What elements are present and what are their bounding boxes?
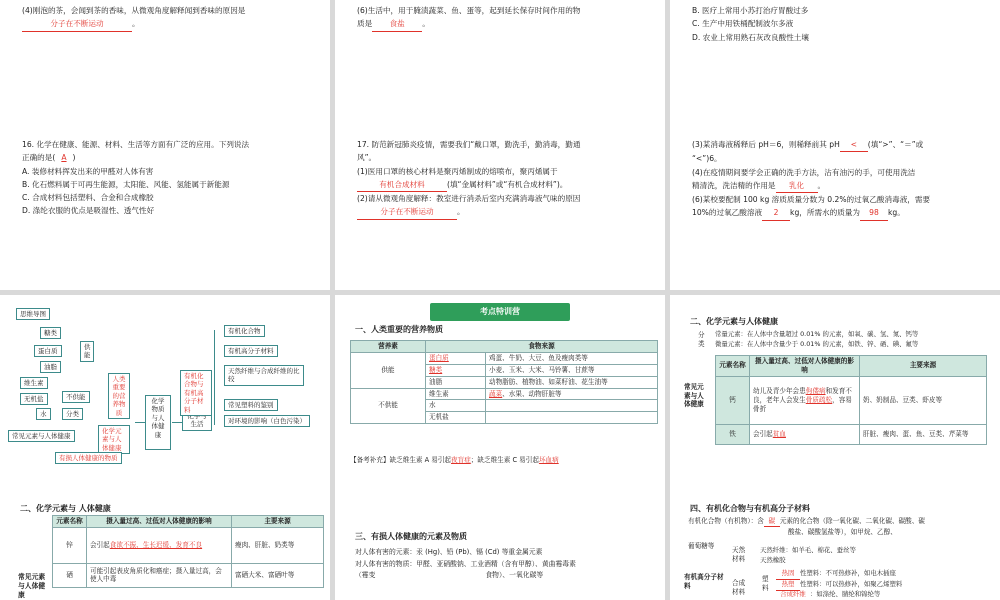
s11-l2: 对人体有害的物质：甲醛、亚硝酸钠、工业酒精（含有甲醇）、黄曲霉毒素 [355,559,576,568]
s9-side: 常见元素与人体健康 [684,383,704,409]
mm-link [135,422,145,423]
s3-option-c: C. 生产中用铁桶配制波尔多液 [692,19,794,29]
cell-supply: 供能 [351,352,426,388]
s5-answer-1: 有机合成材料 [357,178,447,192]
s12-tr1: 天然纤维：如羊毛、棉花、蚕丝等 [760,546,856,554]
element-table-2: 元素名称 摄入量过高、过低对人体健康的影响 主要来源 锌 会引起食欲不振、生长迟缓、发育不良 瘦肉、肝脏、奶类等 硒 可能引起表皮角质化和癌症；摄入量过高，会使人中毒 富硒大米、富硒叶等 [52,515,324,588]
slide-9 [670,295,1000,485]
mm-center: 化学物质与人体健康 [145,395,171,450]
cell-name: 维生素 [426,388,486,400]
slide-1: (4)刚泡的茶，会闻到茶的香味，从微观角度解释闻到香味的原因是 分子在不断运动 。 [0,0,330,190]
s4-option-c: C. 合成材料包括塑料、合金和合成橡胶 [22,193,154,203]
s11-section-title: 三、有损人体健康的元素及物质 [355,532,467,541]
mm-yuansu: 常见元素与人体健康 [8,430,75,442]
s11-body: 对人体有害的元素：汞 (Hg)、铅 (Pb)、镉 (Cd) 等重金属元素 对人体有害的物质：甲醛、亚硝酸钠、工业酒精（含有甲醇）、黄曲霉毒素 （霉变 食物）、一氧化碳等 [355,548,576,580]
th-effect: 摄入量过高、过低对人体健康的影响 [87,516,232,528]
cell-name: 糖类 [426,364,486,376]
mm-bugong: 不供能 [62,391,90,403]
cell-zn-src: 瘦肉、肝脏、奶类等 [232,527,324,563]
cell-src: 小麦、玉米、大米、马铃薯、甘蔗等 [486,364,658,376]
slide-4-body: 16. 化学在健康、能源、材料、生活等方面有广泛的应用。下列说法 正确的是( A ) A. 装修材料挥发出来的甲醛对人体有害 B. 化石燃料属于可再生能源，太阳能、风能、氢能属于新能源 C. 合成材料包括塑料、合金和合成橡胶 D. 涤纶衣服的优点是吸湿性、透气性好 [0,100,330,290]
s12-plastics: 热固 性塑料：不可热修补，如电木插座 热塑 性塑料：可以热修补，如聚乙烯塑料 [776,569,902,591]
s1-question: (4)刚泡的茶，会闻到茶的香味，从微观角度解释闻到香味的原因是 [22,6,246,15]
s5-q4: (2)请从微观角度解释：教室进行消杀后室内充满消毒液气味的原因 [357,194,581,204]
mm-link [172,422,182,423]
th-nutrient: 营养素 [351,341,426,353]
s8-note: 【备考补充】缺乏维生素 A 易引起夜盲症；缺乏维生素 C 易引起坏血病 [350,456,559,464]
mm-link [214,330,215,425]
section-banner: 考点特训营 [430,303,570,321]
s3-option-b: B. 医疗上常用小苏打治疗胃酸过多 [692,6,809,15]
cell-se-eff: 可能引起表皮角质化和癌症；摄入量过高，会使人中毒 [87,563,232,587]
s6-l2: “<”)6。 [692,154,722,164]
s12-intro: 有机化合物（有机物）：含 碳 元素的化合物（除一氧化碳、二氧化碳、碳酸、碳 酸盐、碳酸氢盐等），如甲烷、乙醇、 [688,516,996,537]
s6-answer-2: 乳化 [776,179,818,193]
cell-zn: 锌 [53,527,87,563]
th-element: 元素名称 [716,356,750,377]
s8-section-title: 一、人类重要的营养物质 [355,325,443,334]
mm-youji: 有机化合物 [224,325,265,337]
cell-name: 油脂 [426,376,486,388]
th-source: 食物来源 [426,341,658,353]
s6-l5: (6)某校要配制 100 kg 溶质质量分数为 0.2%的过氧乙酸消毒液，需要 [692,195,931,205]
s12-hcxw: 合成纤维 ：如涤纶、腈纶和锦纶等 [776,589,880,600]
s2-answer: 食盐 [372,17,422,31]
slide-6: (3)某消毒液稀释后 pH＝6，则稀释前其 pH < (填“>”、“＝”或 “<”)6。 (4)在疫情期间要学会正确的洗手方法，沾有油污的手，可使用洗洁 精清洗，洗洁精的作用是 乳化 。 (6)某校要配制 100 kg 溶质质量分数为 0.2%的过氧乙酸消毒液，需要 10%的过氧乙酸溶液 2 kg，所需水的质量为 98 kg。 [670,100,1000,290]
s1-answer: 分子在不断运动 [22,17,132,31]
s11-l1: 对人体有害的元素：汞 (Hg)、铅 (Pb)、镉 (Cd) 等重金属元素 [355,548,543,556]
slide-11 [335,485,665,600]
mm-title: 思维导图 [16,308,50,320]
mm-shui: 水 [36,408,51,420]
s12-hc: 合成材料 [732,579,746,596]
mm-youzhi: 油脂 [40,361,61,373]
s9-c2: 微量元素：在人体中含量少于 0.01% 的元素，如铁、锌、硒、碘、氟等 [715,339,919,348]
slide-10 [0,485,330,600]
s9-fenlei: 分类 [698,331,705,348]
s4-option-a: A. 装修材料挥发出来的甲醛对人体有害 [22,166,154,176]
th-element: 元素名称 [53,516,87,528]
cell-ca-src: 奶、奶制品、豆类、虾皮等 [860,376,987,424]
cell-src [486,412,658,424]
cell-se: 硒 [53,563,87,587]
cell-name: 无机盐 [426,412,486,424]
s9-section-title: 二、化学元素与人体健康 [690,317,778,326]
mm-huaxue: 化学元素与人体健康 [98,425,130,454]
slide-12 [670,485,1000,600]
s6-answer-4: 98 [860,206,888,220]
s12-tr2: 天然橡胶 [760,556,786,565]
slide-5: 17. 防范新冠肺炎疫情，需要我们“戴口罩，勤洗手，勤消毒，勤通 风”。 (1)医用口罩的核心材料是聚丙烯制成的熔喷布，聚丙烯属于 有机合成材料 (填“金属材料”或“有机合成材料”)。 (2)请从微观角度解释：教室进行消杀后室内充满消毒液气味的原因 分子在不断运动 。 [335,100,665,290]
s12-tr: 天然材料 [732,546,746,563]
mm-fenlei: 分类 [62,408,83,420]
mm-life: 生活 [182,410,212,431]
slide-7-mindmap [0,295,330,485]
s10-side: 常见元素与人体健康 [18,573,46,599]
mm-tianran: 天然纤维与合成纤维的比较 [224,365,304,386]
cell-fe: 铁 [716,424,750,444]
mm-gongneng: 供能 [80,341,94,362]
s9-c1: 常量元素：在人体中含量超过 0.01% 的元素，如氧、碳、氢、氮、钙等 [715,330,919,338]
s12-l2: 酸盐、碳酸氢盐等），如甲烷、乙醇、 [788,528,897,537]
s5-q1: 17. 防范新冠肺炎疫情，需要我们“戴口罩，勤洗手，勤消毒，勤通 [357,140,581,149]
s3-option-d: D. 农业上常用熟石灰改良酸性土壤 [692,32,809,42]
th-source: 主要来源 [860,356,987,377]
mm-wuji: 无机盐 [20,393,48,405]
s9-class [715,330,918,349]
s12-ptt: 葡萄糖等 [688,542,715,550]
s12-sl: 塑料 [762,575,769,592]
cell-name: 水 [426,400,486,412]
mm-danbai: 蛋白质 [34,345,62,357]
cell-nosupply: 不供能 [351,388,426,424]
cell-src: 鸡蛋、牛奶、大豆、鱼及瘦肉类等 [486,352,658,364]
cell-fe-src: 肝脏、瘦肉、蛋、鱼、豆类、芹菜等 [860,424,987,444]
s6-answer-1: < [840,138,868,152]
s10-section-title: 二、化学元素与 人体健康 [20,504,111,513]
s5-q1b: 风”。 [357,153,377,163]
mm-gaofenzi: 有机高分子材料 [224,345,278,357]
cell-name: 蛋白质 [426,352,486,364]
s5-answer-2: 分子在不断运动 [357,205,457,219]
mm-tang: 糖类 [40,327,61,339]
mm-youjihe: 有机化合物与有机高分子材料 [180,370,212,416]
s6-answer-3: 2 [762,206,790,220]
cell-src: 动物脂肪、植物油、如菜籽油、花生油等 [486,376,658,388]
mm-yingyang: 人类重要的营养物质 [108,373,130,419]
s2-question: (6)生活中，用于腌渍蔬菜、鱼、蛋等，起到延长保存时间作用的物 [357,6,581,15]
s12-tr-items [760,545,856,566]
s4-option-d: D. 涤纶衣服的优点是吸湿性、透气性好 [22,206,155,216]
nutrient-table: 营养素 食物来源 供能 蛋白质 鸡蛋、牛奶、大豆、鱼及瘦肉类等 糖类 小麦、玉米、大米、马铃薯、甘蔗等 油脂 动物脂肪、植物油、如菜籽油、花生油等 不供能 维生素 蔬菜、水果、动物肝脏等 水 无机盐 [350,340,658,424]
slide-8 [335,295,665,485]
s5-q2: (1)医用口罩的核心材料是聚丙烯制成的熔喷布，聚丙烯属于 [357,166,558,176]
cell-se-src: 富硒大米、富硒叶等 [232,563,324,587]
th-source: 主要来源 [232,516,324,528]
mm-weisheng: 维生素 [20,377,48,389]
th-effect: 摄入量过高、过低对人体健康的影响 [750,356,860,377]
cell-src [486,400,658,412]
s4-question: 16. 化学在健康、能源、材料、生活等方面有广泛的应用。下列说法 [22,140,250,149]
slide-2: (6)生活中，用于腌渍蔬菜、鱼、蛋等，起到延长保存时间作用的物 质是 食盐 。 [335,0,665,190]
cell-ca: 钙 [716,376,750,424]
s6-l3: (4)在疫情期间要学会正确的洗手方法，沾有油污的手，可使用洗洁 [692,167,916,177]
mm-suliao: 常见塑料的鉴别 [224,399,278,411]
s12-section-title: 四、有机化合物与有机高分子材料 [690,504,810,513]
s4-option-b: B. 化石燃料属于可再生能源，太阳能、风能、氢能属于新能源 [22,179,230,189]
s12-gfz: 有机高分子材料 [684,573,724,590]
mm-huanjing: 对环境的影响（白色污染） [224,415,310,427]
element-table: 元素名称 摄入量过高、过低对人体健康的影响 主要来源 钙 幼儿及青少年会患佝偻病和发育不良，老年人会发生骨质疏松，容易骨折 奶、奶制品、豆类、虾皮等 铁 会引起贫血 肝脏、瘦肉、蛋、鱼、豆类、芹菜等 [715,355,987,445]
s4-answer: A [61,153,67,163]
mm-youhai: 有损人体健康的物质 [55,452,122,464]
